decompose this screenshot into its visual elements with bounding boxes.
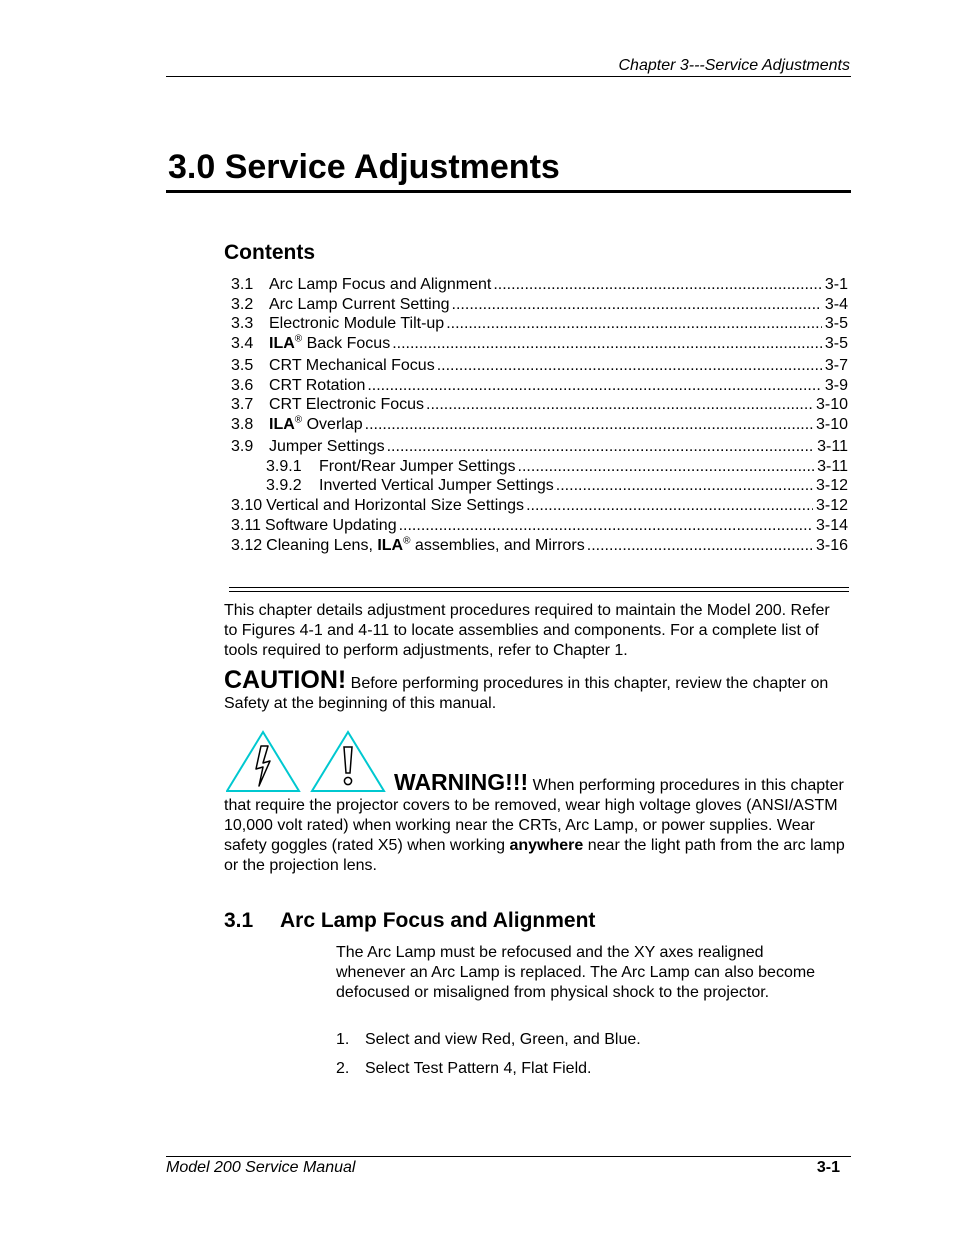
warning-text: When performing procedures in this chapter that require the projector covers to be removed, wear high voltage gloves (ANSI/ASTM 10,000 volt rated) when working near the CRTs, Arc Lamp, or power supplies. Wear safety goggles (rated X5) when working <box>224 777 844 854</box>
toc-entry <box>231 276 848 294</box>
toc-leader <box>518 458 815 476</box>
warning-label: WARNING!!! <box>394 769 529 795</box>
toc-number: 3.1 <box>231 276 254 293</box>
toc-title-text: Jumper Settings <box>269 438 385 455</box>
step-text: Select and view Red, Green, and Blue. <box>365 1031 641 1048</box>
toc-entry <box>231 377 848 395</box>
footer-manual-title: Model 200 Service Manual <box>166 1159 356 1176</box>
toc-number: 3.3 <box>231 315 254 332</box>
section-heading <box>224 909 595 933</box>
toc-entry <box>231 438 848 456</box>
toc-leader <box>399 517 813 535</box>
toc-leader <box>392 335 822 353</box>
toc-title <box>266 497 524 515</box>
toc-title-text: Inverted Vertical Jumper Settings <box>319 477 554 494</box>
toc-leader <box>587 537 813 555</box>
toc-title <box>265 517 397 535</box>
toc-title-bold: ILA <box>269 335 295 352</box>
toc-entry <box>231 335 848 353</box>
toc-number: 3.9 <box>231 438 254 455</box>
toc-title <box>319 458 516 476</box>
toc-page: 3-7 <box>824 357 848 374</box>
running-header: Chapter 3---Service Adjustments <box>618 57 850 74</box>
list-item <box>336 1031 641 1049</box>
toc-title-text: Overlap <box>302 416 363 433</box>
toc-page: 3-11 <box>817 458 848 475</box>
contents-heading: Contents <box>224 241 315 264</box>
intro-paragraph: This chapter details adjustment procedures required to maintain the Model 200. Refer to Figures 4-1 and 4-11 to locate assemblies and components. For a complete list of tools required to perform adjustments, refer to Chapter 1. <box>224 602 830 659</box>
toc-title <box>269 315 444 333</box>
footer-page-number: 3-1 <box>816 1159 840 1176</box>
toc-page: 3-4 <box>824 296 848 313</box>
toc-leader <box>426 396 813 414</box>
registered-mark: ® <box>294 333 303 345</box>
toc-number: 3.4 <box>231 335 254 352</box>
toc-entry <box>231 357 848 375</box>
toc-title <box>269 396 424 414</box>
toc-title-text: CRT Electronic Focus <box>269 396 425 413</box>
section-body: The Arc Lamp must be refocused and the XY axes realigned whenever an Arc Lamp is replaced. The Arc Lamp can also become defocused or misaligned from physical shock to the projector. <box>336 944 816 1001</box>
toc-entry <box>266 458 848 476</box>
header-rule <box>166 76 851 77</box>
toc-title-text: Front/Rear Jumper Settings <box>319 458 516 475</box>
warning-paragraph <box>224 769 852 876</box>
toc-number: 3.8 <box>231 416 254 433</box>
toc-number: 3.9.2 <box>266 477 302 494</box>
toc-title <box>269 416 363 434</box>
toc-title <box>269 438 385 456</box>
toc-title-bold: ILA <box>377 537 404 554</box>
toc-title <box>269 377 365 395</box>
toc-page: 3-16 <box>815 537 848 554</box>
toc-title-text: Cleaning Lens, <box>266 537 378 554</box>
toc-number: 3.9.1 <box>266 458 302 475</box>
toc-title-text: CRT Rotation <box>269 377 366 394</box>
step-text: Select Test Pattern 4, Flat Field. <box>365 1060 592 1077</box>
toc-leader <box>556 477 813 495</box>
toc-title <box>269 276 491 294</box>
toc-entry <box>231 396 848 414</box>
toc-page: 3-1 <box>824 276 848 293</box>
toc-leader <box>526 497 813 515</box>
toc-title-text: Arc Lamp Focus and Alignment <box>269 276 492 293</box>
warning-emphasis: anywhere <box>509 837 584 854</box>
toc-leader <box>493 276 822 294</box>
toc-title-text: Vertical and Horizontal Size Settings <box>266 497 525 514</box>
toc-title-text: Software Updating <box>264 517 397 534</box>
contents-rule <box>229 587 849 588</box>
toc-page: 3-12 <box>815 477 848 494</box>
toc-number: 3.5 <box>231 357 254 374</box>
toc-entry <box>231 416 848 434</box>
toc-page: 3-10 <box>815 416 848 433</box>
toc-title-text: assemblies, and Mirrors <box>410 537 585 554</box>
toc-page: 3-12 <box>815 497 848 514</box>
caution-label: CAUTION! <box>224 666 347 694</box>
toc-leader <box>365 416 813 434</box>
registered-mark: ® <box>403 535 411 547</box>
toc-title-bold: ILA <box>269 416 295 433</box>
toc-title <box>319 477 554 495</box>
toc-leader <box>452 296 822 314</box>
toc-entry <box>231 537 848 555</box>
footer-rule <box>166 1156 851 1157</box>
toc-page: 3-9 <box>824 377 848 394</box>
toc-page: 3-11 <box>817 438 848 455</box>
toc-title-text: Arc Lamp Current Setting <box>269 296 450 313</box>
contents-rule <box>229 591 849 592</box>
toc-title <box>269 335 390 353</box>
toc-leader <box>367 377 822 395</box>
title-rule <box>166 190 851 193</box>
toc-entry <box>266 477 848 495</box>
toc-leader <box>437 357 822 375</box>
toc-number: 3.7 <box>231 396 254 413</box>
caution-paragraph <box>224 666 849 714</box>
step-number: 2. <box>336 1060 350 1077</box>
toc-title <box>269 296 450 314</box>
registered-mark: ® <box>294 414 303 426</box>
toc-title-text: Electronic Module Tilt-up <box>269 315 445 332</box>
warning-text-end: near the light path from the arc lamp or the projection lens. <box>224 837 845 874</box>
section-number: 3.1 <box>224 909 254 932</box>
toc-entry <box>231 296 848 314</box>
toc-number: 3.2 <box>231 296 254 313</box>
toc-number: 3.10 <box>231 497 263 514</box>
toc-entry <box>231 497 848 515</box>
toc-title <box>269 357 435 375</box>
toc-page: 3-5 <box>824 315 848 332</box>
toc-number: 3.11 <box>231 517 261 534</box>
list-item <box>336 1060 591 1078</box>
caution-text: Before performing procedures in this chapter, review the chapter on Safety at the beginning of this manual. <box>224 675 829 712</box>
toc-leader <box>446 315 822 333</box>
toc-number: 3.6 <box>231 377 254 394</box>
toc-title-text: Back Focus <box>302 335 391 352</box>
step-number: 1. <box>336 1031 350 1048</box>
toc-page: 3-14 <box>815 517 848 534</box>
toc-number: 3.12 <box>231 537 263 554</box>
toc-title <box>266 537 585 555</box>
toc-page: 3-5 <box>824 335 848 352</box>
toc-entry <box>231 517 848 535</box>
page-title: 3.0 Service Adjustments <box>168 148 560 186</box>
toc-entry <box>231 315 848 333</box>
toc-page: 3-10 <box>815 396 848 413</box>
section-title: Arc Lamp Focus and Alignment <box>280 909 596 932</box>
toc-leader <box>387 438 815 456</box>
toc-title-text: CRT Mechanical Focus <box>269 357 435 374</box>
